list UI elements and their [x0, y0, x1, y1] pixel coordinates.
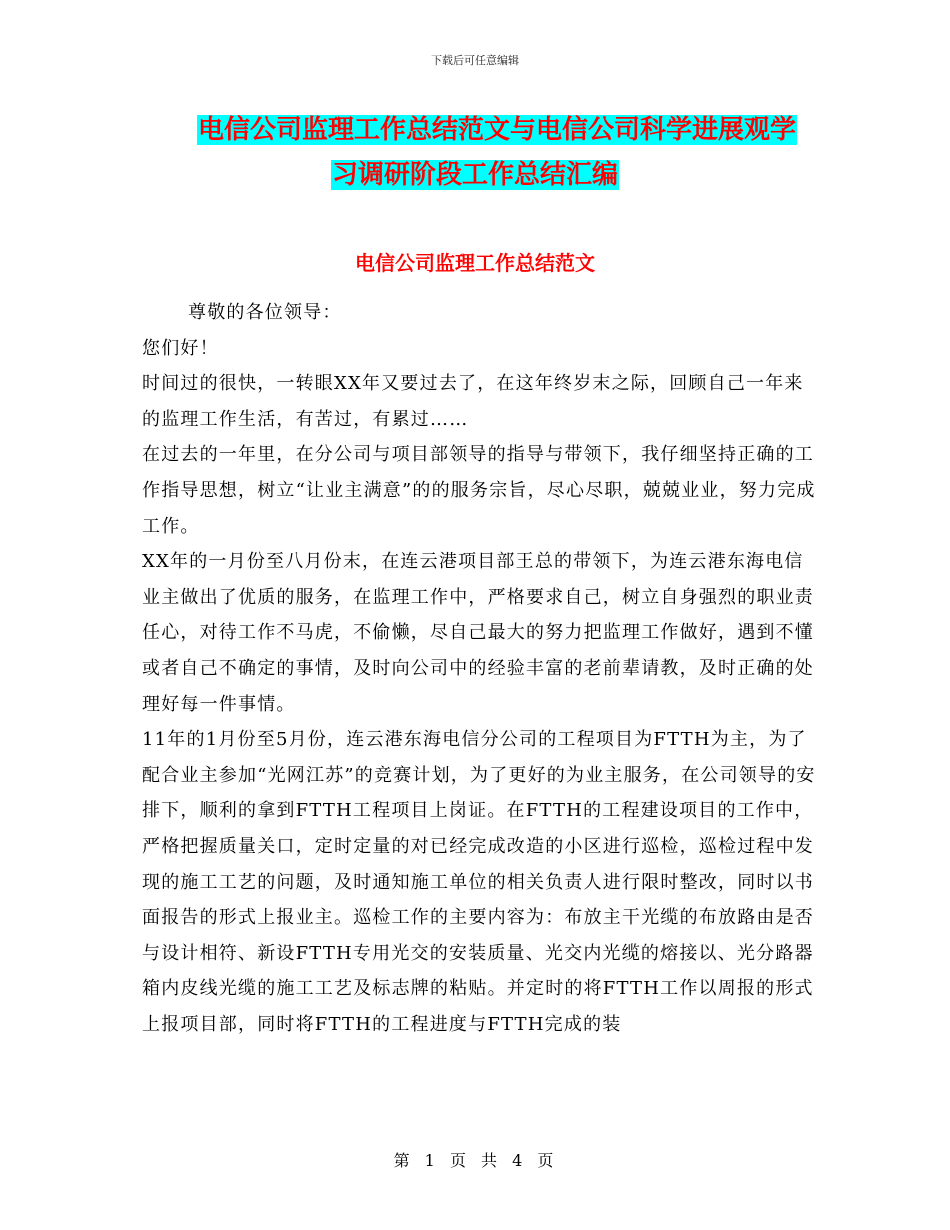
document-body [142, 295, 822, 1042]
document-title-line-2 [0, 155, 950, 195]
page-footer: 第 1 页 共 4 页 [393, 1151, 557, 1170]
greeting-paragraph: 您们好！ [142, 337, 219, 359]
section-title: 电信公司监理工作总结范文 [355, 251, 595, 275]
body-paragraph: 时间过的很快，一转眼XX年又要过去了，在这年终岁末之际，回顾自己一年来的监理工作生活，有苦过，有累过…… [142, 373, 804, 430]
header-note: 下载后可任意编辑 [431, 54, 519, 67]
document-title-line-1 [0, 110, 950, 150]
document-title-text-1: 电信公司监理工作总结范文与电信公司科学进展观学 [197, 115, 796, 145]
salutation-paragraph: 尊敬的各位领导： [188, 302, 342, 323]
document-title-text-2: 习调研阶段工作总结汇编 [331, 160, 618, 190]
body-paragraph: XX年的一月份至八月份末，在连云港项目部王总的带领下，为连云港东海电信业主做出了优质的服务，在监理工作中，严格要求自己，树立自身强烈的职业责任心，对待工作不马虎，不偷懒，尽自己最大的努力把监理工作做好，遇到不懂或者自己不确定的事情，及时向公司中的经验丰富的老前辈请教，及时正确的处理好每一件事情。 [142, 551, 814, 715]
body-paragraph: 11年的1月份至5月份，连云港东海电信分公司的工程项目为FTTH为主，为了配合业主参加“光网江苏”的竞赛计划，为了更好的为业主服务，在公司领导的安排下，顺利的拿到FTTH工程项目上岗证。在FTTH的工程建设项目的工作中，严格把握质量关口，定时定量的对已经完成改造的小区进行巡检，巡检过程中发现的施工工艺的问题，及时通知施工单位的相关负责人进行限时整改，同时以书面报告的形式上报业主。巡检工作的主要内容为：布放主干光缆的布放路由是否与设计相符、新设FTTH专用光交的安装质量、光交内光缆的熔接以、光分路器箱内皮线光缆的施工工艺及标志牌的粘贴。并定时的将FTTH工作以周报的形式上报项目部，同时将FTTH的工程进度与FTTH完成的装 [142, 729, 816, 1035]
body-paragraph: 在过去的一年里，在分公司与项目部领导的指导与带领下，我仔细坚持正确的工作指导思想，树立“让业主满意”的的服务宗旨，尽心尽职，兢兢业业，努力完成工作。 [142, 444, 816, 537]
